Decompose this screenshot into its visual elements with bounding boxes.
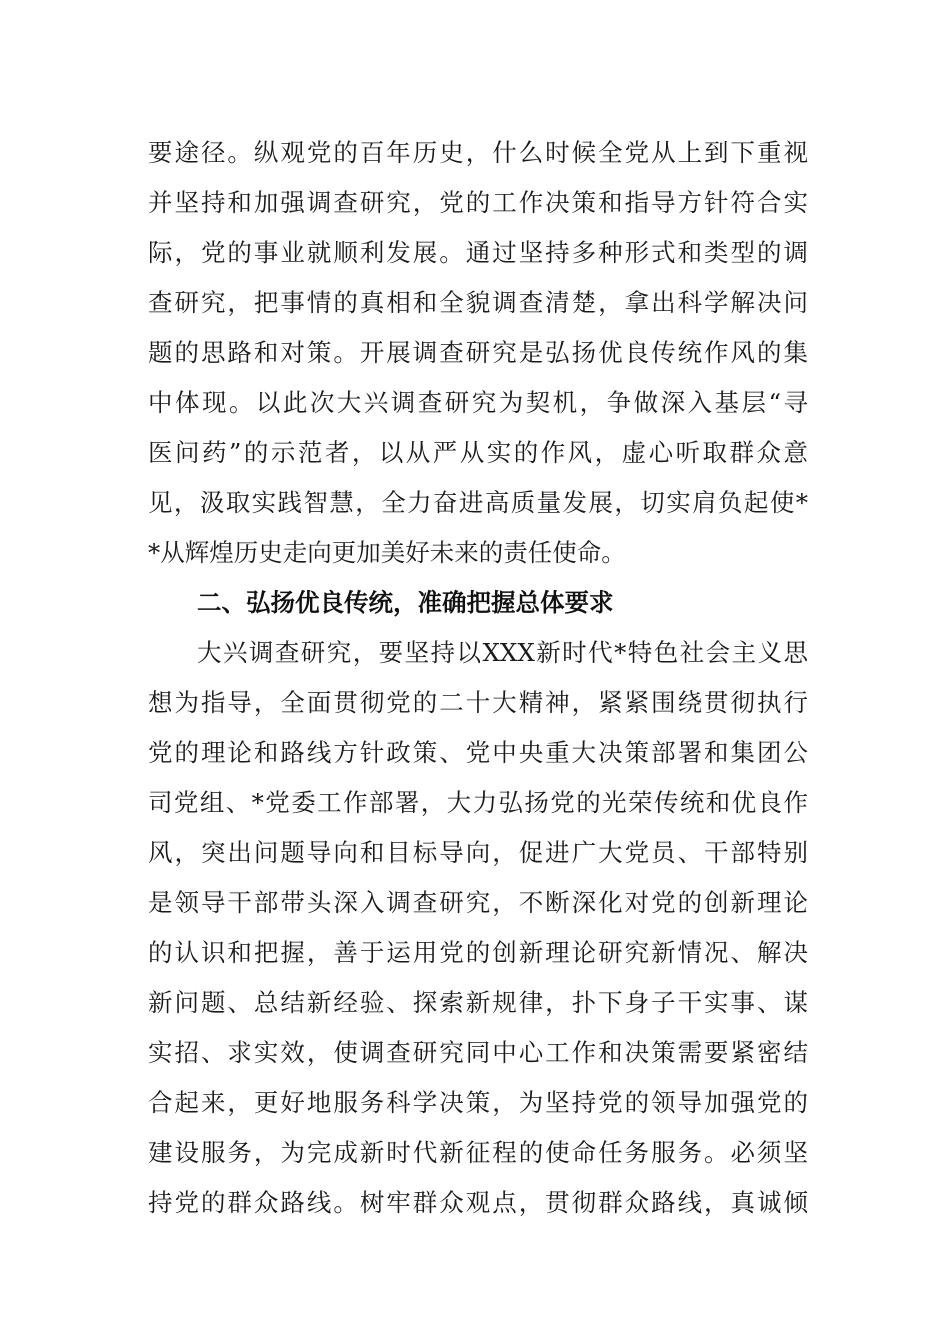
paragraph-line-last: *从辉煌历史走向更加美好未来的责任使命。	[148, 538, 626, 567]
paragraph-line: 见，汲取实践智慧，全力奋进高质量发展，切实肩负起使*	[148, 488, 808, 517]
paragraph-line: 合起来，更好地服务科学决策，为坚持党的领导加强党的	[148, 1088, 808, 1117]
paragraph-line: 并坚持和加强调查研究，党的工作决策和指导方针符合实	[148, 188, 808, 217]
paragraph-line: 的认识和把握，善于运用党的创新理论研究新情况、解决	[148, 938, 808, 967]
paragraph-line: 实招、求实效，使调查研究同中心工作和决策需要紧密结	[148, 1038, 808, 1067]
paragraph-line: 司党组、*党委工作部署，大力弘扬党的光荣传统和优良作	[148, 788, 808, 817]
paragraph-line: 风，突出问题导向和目标导向，促进广大党员、干部特别	[148, 838, 808, 867]
paragraph-line: 建设服务，为完成新时代新征程的使命任务服务。必须坚	[148, 1138, 808, 1167]
paragraph-line: 医问药”的示范者，以从严从实的作风，虚心听取群众意	[148, 438, 808, 467]
section-heading: 二、弘扬优良传统，准确把握总体要求	[197, 588, 614, 617]
paragraph-line: 题的思路和对策。开展调查研究是弘扬优良传统作风的集	[148, 338, 808, 367]
paragraph-line-first: 大兴调查研究，要坚持以XXX新时代*特色社会主义思	[197, 638, 808, 667]
paragraph-line: 要途径。纵观党的百年历史，什么时候全党从上到下重视	[148, 138, 808, 167]
paragraph-line: 际，党的事业就顺利发展。通过坚持多种形式和类型的调	[148, 238, 808, 267]
paragraph-line: 新问题、总结新经验、探索新规律，扑下身子干实事、谋	[148, 988, 808, 1017]
paragraph-line: 党的理论和路线方针政策、党中央重大决策部署和集团公	[148, 738, 808, 767]
paragraph-line: 查研究，把事情的真相和全貌调查清楚，拿出科学解决问	[148, 288, 808, 317]
paragraph-line: 想为指导，全面贯彻党的二十大精神，紧紧围绕贯彻执行	[148, 688, 808, 717]
paragraph-line: 是领导干部带头深入调查研究，不断深化对党的创新理论	[148, 888, 808, 917]
paragraph-line: 中体现。以此次大兴调查研究为契机，争做深入基层“寻	[148, 388, 808, 417]
paragraph-line: 持党的群众路线。树牢群众观点，贯彻群众路线，真诚倾	[148, 1188, 808, 1217]
